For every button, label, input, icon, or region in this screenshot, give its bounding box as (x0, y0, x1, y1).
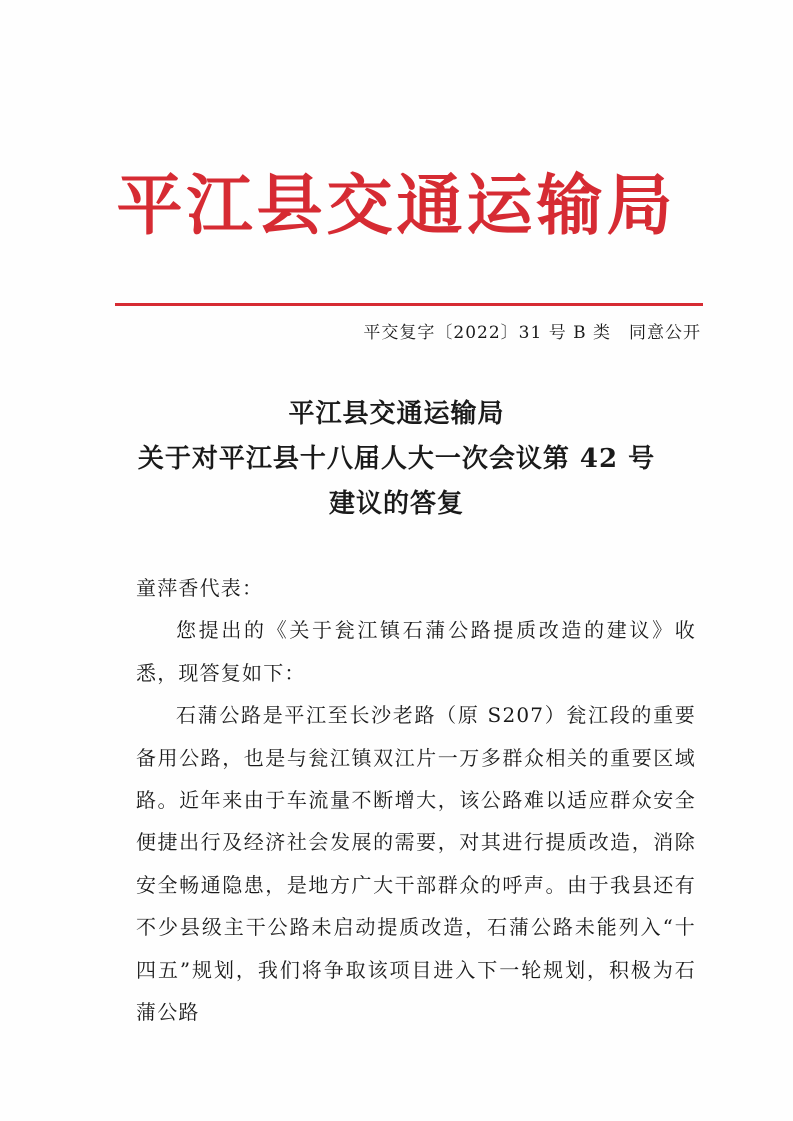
document-body (136, 567, 696, 1033)
salutation: 童萍香代表： (136, 576, 264, 600)
body-paragraph-1: 您提出的《关于瓮江镇石蒲公路提质改造的建议》收悉，现答复如下： (136, 618, 696, 685)
title-line-3: 建议的答复 (328, 489, 464, 519)
title-line-2: 关于对平江县十八届人大一次会议第 42 号 (137, 444, 656, 474)
agency-header: 平江县交通运输局 (116, 166, 677, 244)
body-paragraph-2: 石蒲公路是平江至长沙老路（原 S207）瓮江段的重要备用公路，也是与瓮江镇双江片一万多群众相关的重要区域路。近年来由于车流量不断增大，该公路难以适应群众安全便捷出行及经济社会发展的需要，对其进行提质改造，消除安全畅通隐患，是地方广大干部群众的呼声。由于我县还有不少县级主干公路未启动提质改造，石蒲公路未能列入“十四五”规划，我们将争取该项目进入下一轮规划，积极为石蒲公路 (136, 703, 696, 1025)
red-divider-rule (115, 303, 703, 306)
document-title (0, 392, 793, 527)
document-number: 平交复字〔2022〕31 号 B 类 同意公开 (363, 323, 701, 343)
title-line-1: 平江县交通运输局 (288, 399, 505, 429)
